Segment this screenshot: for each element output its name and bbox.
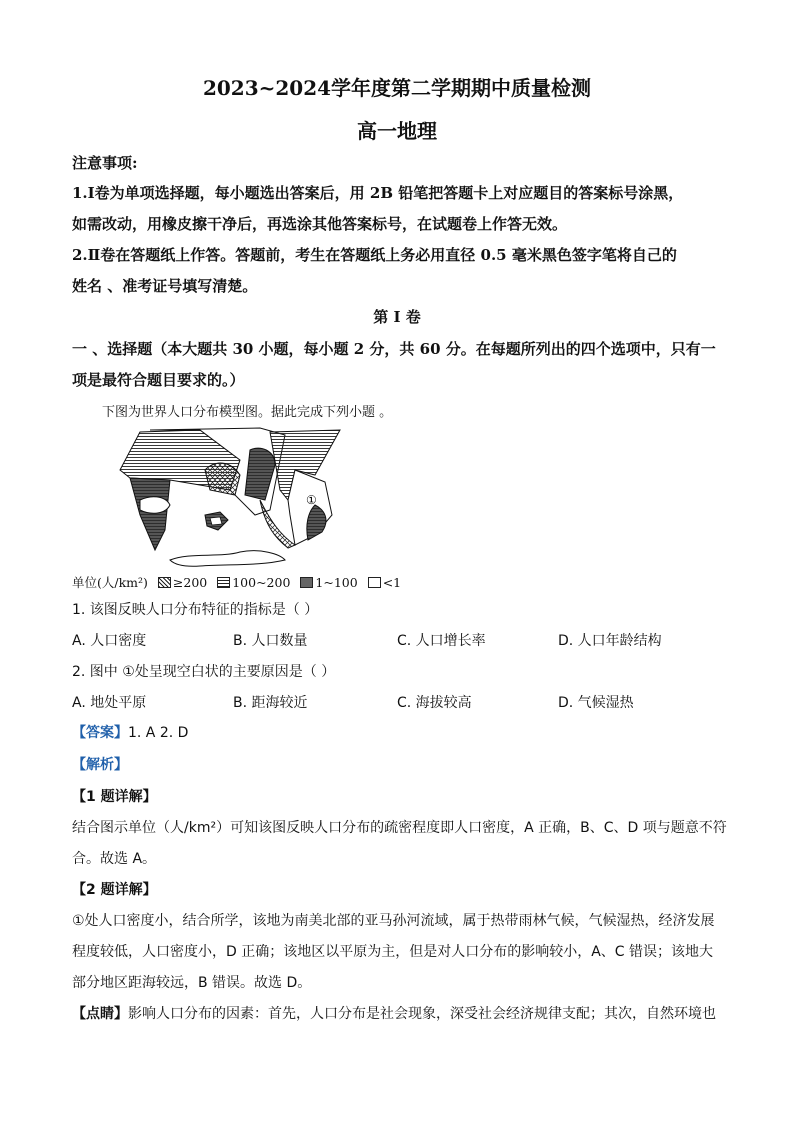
dense-swatch-icon (300, 577, 313, 588)
horizontal-lines-swatch-icon (217, 577, 230, 588)
notes-line: 1.Ⅰ卷为单项选择题，每小题选出答案后，用 2B 铅笔把答题卡上对应题目的答案标号涂黑， (72, 184, 684, 202)
blank-swatch-icon (368, 577, 381, 588)
analysis-label: 【解析】 (72, 757, 128, 773)
volume-label: 第 Ⅰ 卷 (373, 308, 421, 326)
notes-heading: 注意事项: (72, 154, 138, 172)
legend-item: 100~200 (217, 575, 290, 590)
option-b: B. 人口数量 (233, 633, 308, 649)
option-c: C. 人口增长率 (397, 633, 486, 649)
answer-line (72, 722, 188, 742)
option-c: C. 海拔较高 (397, 695, 472, 711)
legend-unit: 单位(人/km²) (72, 575, 148, 590)
detail-text: ①处人口密度小，结合所学，该地为南美北部的亚马孙河流域，属于热带雨林气候，气候湿热，经济发展 (72, 913, 715, 929)
section-heading: 一 、选择题（本大题共 30 小题，每小题 2 分，共 60 分。在每题所列出的四个选项中，只有一 (72, 340, 716, 358)
tip-text: 影响人口分布的因素：首先，人口分布是社会现象，深受社会经济规律支配；其次，自然环境也 (128, 1006, 716, 1022)
question-stem: 1. 该图反映人口分布特征的指标是（ ） (72, 602, 319, 618)
crosshatch-swatch-icon (158, 577, 171, 588)
option-b: B. 距海较近 (233, 695, 308, 711)
detail-text: 程度较低，人口密度小，D 正确；该地区以平原为主，但是对人口分布的影响较小，A、C 错误；该地大 (72, 944, 714, 960)
map-marker: ① (306, 493, 317, 507)
notes-line: 姓名 、准考证号填写清楚。 (72, 277, 258, 295)
detail-text: 部分地区距海较远，B 错误。故选 D。 (72, 975, 312, 991)
section-heading: 项是最符合题目要求的。） (72, 371, 245, 389)
question-stem: 2. 图中 ①处呈现空白状的主要原因是（ ） (72, 664, 336, 680)
tip-label: 【点睛】 (72, 1006, 128, 1022)
detail-text: 结合图示单位（人/km²）可知该图反映人口分布的疏密程度即人口密度，A 正确，B、C、D 项与题意不符 (72, 820, 727, 836)
answer-label: 【答案】 (72, 725, 128, 741)
continent-shape (140, 497, 170, 514)
legend-item: <1 (368, 575, 401, 590)
exam-title: 2023~2024学年度第二学期期中质量检测 (202, 76, 592, 100)
subject-title: 高一地理 (357, 119, 437, 143)
tip-line (72, 1003, 716, 1023)
answer-text: 1. A 2. D (128, 725, 189, 741)
continent-shape (210, 517, 222, 525)
legend-item: ≥200 (158, 575, 207, 590)
continent-shape (130, 478, 170, 550)
detail-label: 【1 题详解】 (72, 789, 157, 805)
option-a: A. 人口密度 (72, 633, 147, 649)
legend-item: 1~100 (300, 575, 357, 590)
population-distribution-map (110, 420, 350, 575)
map-legend (72, 573, 401, 591)
notes-line: 2.Ⅱ卷在答题纸上作答。答题前，考生在答题纸上务必用直径 0.5 毫米黑色签字笔将自己的 (72, 246, 677, 264)
continent-shape (170, 551, 285, 567)
option-a: A. 地处平原 (72, 695, 147, 711)
detail-text: 合。故选 A。 (72, 851, 157, 867)
figure-caption: 下图为世界人口分布模型图。据此完成下列小题 。 (102, 405, 393, 420)
detail-label: 【2 题详解】 (72, 882, 157, 898)
option-d: D. 气候湿热 (558, 695, 634, 711)
notes-line: 如需改动，用橡皮擦干净后，再选涂其他答案标号，在试题卷上作答无效。 (72, 215, 568, 233)
option-d: D. 人口年龄结构 (558, 633, 662, 649)
